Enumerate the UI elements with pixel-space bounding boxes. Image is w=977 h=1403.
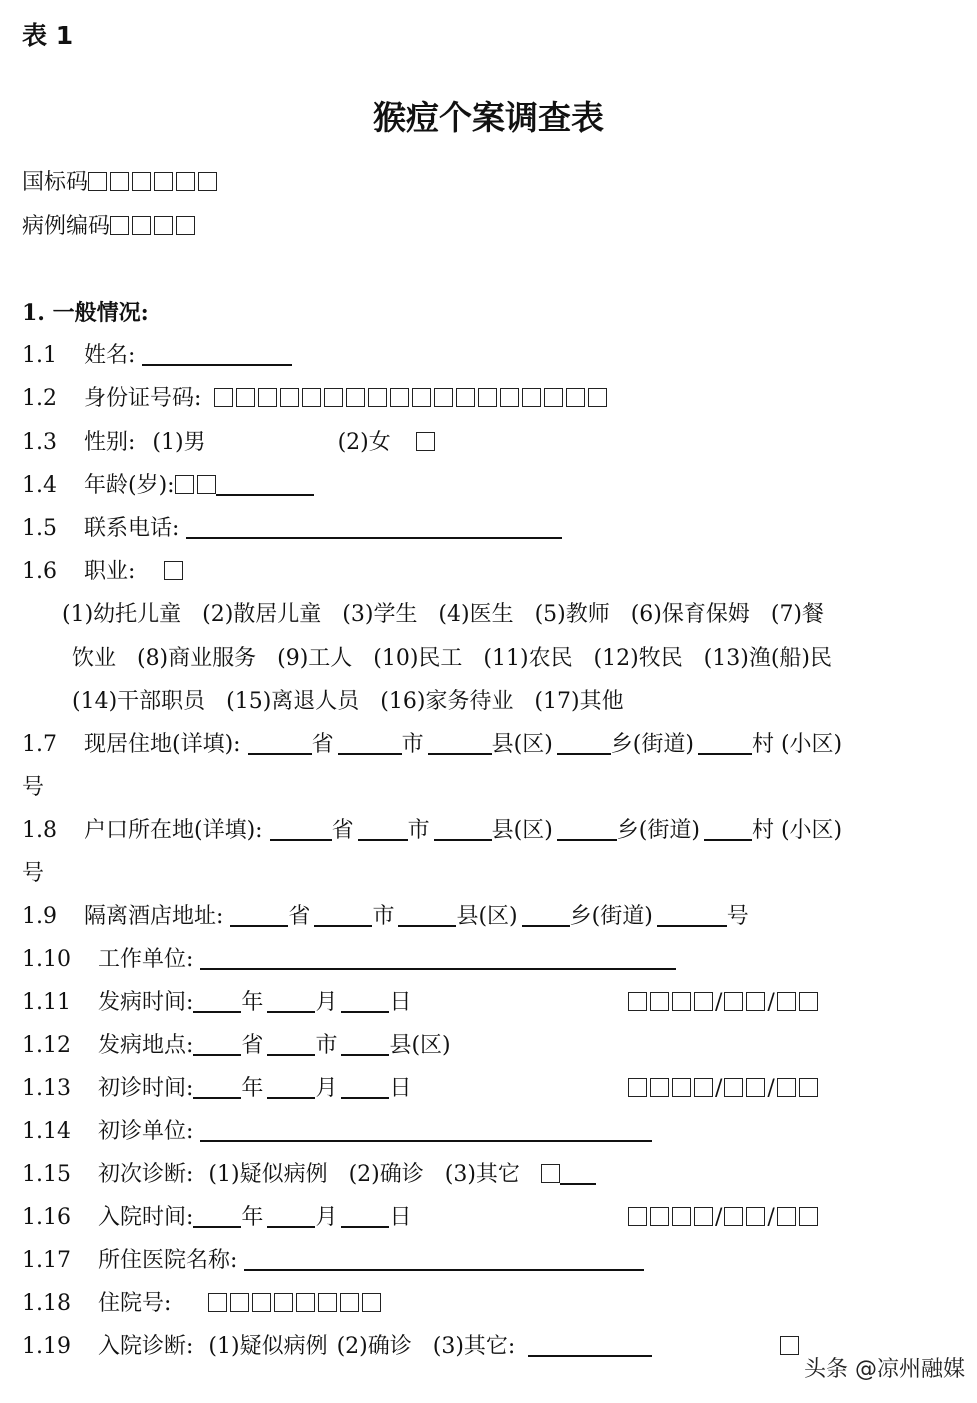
age-boxes[interactable] <box>175 473 219 498</box>
row-admission-diagnosis: 1.19 入院诊断: (1)疑似病例 (2)确诊 (3)其它: <box>22 1332 652 1362</box>
occupation-label: 职业: <box>84 559 136 584</box>
name-field[interactable] <box>142 342 292 366</box>
sex-label: 性别: <box>84 430 136 455</box>
admission-diagnosis-other-field[interactable] <box>528 1333 652 1357</box>
first-diagnosis-other[interactable]: (3)其它 <box>444 1162 520 1187</box>
hotel-label: 隔离酒店地址: <box>84 904 224 929</box>
first-visit-date-boxes[interactable]: / / <box>628 1074 821 1104</box>
row-sex: 1.3 性别: (1)男 (2)女 <box>22 428 438 458</box>
row-onset-place: 1.12 发病地点: 省 市 县(区) <box>22 1033 451 1058</box>
hotel-township-field[interactable] <box>522 903 570 927</box>
id-number-label: 身份证号码: <box>84 386 202 411</box>
row-inpatient-no: 1.18 住院号: <box>22 1289 384 1319</box>
row-workplace: 1.10 工作单位: <box>22 945 676 975</box>
row-first-visit-unit: 1.14 初诊单位: <box>22 1117 652 1147</box>
sex-option-female[interactable]: (2)女 <box>337 430 391 455</box>
occupation-options-line3: (14)干部职员 (15)离退人员 (16)家务待业 (17)其他 <box>72 689 624 714</box>
row-id-number: 1.2 身份证号码: <box>22 384 610 414</box>
age-field[interactable] <box>216 472 314 496</box>
hotel-number-field[interactable] <box>657 903 727 927</box>
hotel-county-field[interactable] <box>398 903 456 927</box>
onset-date-boxes[interactable]: / / <box>628 988 821 1018</box>
onset-place-label: 发病地点: <box>98 1033 194 1058</box>
hospital-field[interactable] <box>244 1247 644 1271</box>
admission-year-field[interactable] <box>193 1204 241 1228</box>
phone-label: 联系电话: <box>84 516 180 541</box>
hospital-label: 所住医院名称: <box>98 1248 238 1273</box>
admission-diagnosis-other[interactable]: (3)其它: <box>432 1334 516 1359</box>
row-hotel: 1.9 隔离酒店地址: 省 市 县(区) 乡(街道) 号 <box>22 904 749 929</box>
row-residence: 1.7 现居住地(详填): 省 市 县(区) 乡(街道) 村 (小区) <box>22 732 843 757</box>
hukou-village-field[interactable] <box>704 817 752 841</box>
first-diagnosis-confirmed[interactable]: (2)确诊 <box>348 1162 424 1187</box>
hukou-township-field[interactable] <box>557 817 617 841</box>
admission-month-field[interactable] <box>267 1204 315 1228</box>
residence-province-field[interactable] <box>248 731 312 755</box>
first-visit-year-field[interactable] <box>193 1075 241 1099</box>
admission-diagnosis-suspected[interactable]: (1)疑似病例 <box>208 1334 328 1359</box>
onset-month-field[interactable] <box>267 989 315 1013</box>
residence-number-suffix: 号 <box>22 775 45 800</box>
hotel-city-field[interactable] <box>314 903 372 927</box>
row-phone: 1.5 联系电话: <box>22 514 562 544</box>
first-visit-unit-label: 初诊单位: <box>98 1119 194 1144</box>
residence-county-field[interactable] <box>428 731 492 755</box>
hukou-city-field[interactable] <box>358 817 408 841</box>
row-first-diagnosis: 1.15 初次诊断: (1)疑似病例 (2)确诊 (3)其它 <box>22 1160 596 1190</box>
row-admission-time: 1.16 入院时间: 年 月 日 <box>22 1205 412 1230</box>
admission-diagnosis-label: 入院诊断: <box>98 1334 194 1359</box>
residence-label: 现居住地(详填): <box>84 732 241 757</box>
first-visit-day-field[interactable] <box>341 1075 389 1099</box>
national-code-row <box>22 168 220 198</box>
hukou-label: 户口所在地(详填): <box>84 818 263 843</box>
hukou-province-field[interactable] <box>270 817 332 841</box>
hotel-province-field[interactable] <box>230 903 288 927</box>
first-visit-time-label: 初诊时间: <box>98 1076 194 1101</box>
national-code-label: 国标码 <box>22 170 89 195</box>
table-number: 表 1 <box>22 21 74 50</box>
first-diagnosis-checkbox[interactable] <box>541 1164 560 1183</box>
row-age: 1.4 年龄(岁): <box>22 471 314 501</box>
onset-city-field[interactable] <box>267 1032 315 1056</box>
first-visit-month-field[interactable] <box>267 1075 315 1099</box>
occupation-options-line2: 饮业 (8)商业服务 (9)工人 (10)民工 (11)农民 (12)牧民 (13)渔(船)民 <box>72 646 833 671</box>
workplace-label: 工作单位: <box>98 947 194 972</box>
admission-date-boxes[interactable]: / / <box>628 1203 821 1233</box>
admission-time-label: 入院时间: <box>98 1205 194 1230</box>
first-diagnosis-suspected[interactable]: (1)疑似病例 <box>208 1162 328 1187</box>
phone-field[interactable] <box>186 515 562 539</box>
sex-option-male[interactable]: (1)男 <box>152 430 206 455</box>
admission-diagnosis-checkbox[interactable] <box>780 1336 799 1355</box>
name-label: 姓名: <box>84 343 136 368</box>
hukou-number-suffix: 号 <box>22 861 45 886</box>
residence-village-field[interactable] <box>698 731 752 755</box>
admission-diagnosis-confirmed[interactable]: (2)确诊 <box>336 1334 412 1359</box>
sex-checkbox[interactable] <box>416 432 435 451</box>
row-occupation: 1.6 职业: <box>22 557 186 587</box>
row-hospital: 1.17 所住医院名称: <box>22 1246 644 1276</box>
row-onset-time: 1.11 发病时间: 年 月 日 <box>22 990 412 1015</box>
case-number-boxes[interactable] <box>110 214 198 239</box>
residence-city-field[interactable] <box>338 731 402 755</box>
section-heading: 1. 一般情况: <box>22 300 149 326</box>
onset-year-field[interactable] <box>193 989 241 1013</box>
page-title: 猴痘个案调查表 <box>373 98 604 137</box>
first-diagnosis-other-field[interactable] <box>560 1161 596 1185</box>
onset-time-label: 发病时间: <box>98 990 194 1015</box>
workplace-field[interactable] <box>200 946 676 970</box>
onset-province-field[interactable] <box>193 1032 241 1056</box>
hukou-county-field[interactable] <box>434 817 492 841</box>
case-number-row <box>22 212 198 242</box>
id-number-boxes[interactable] <box>214 386 610 411</box>
first-visit-unit-field[interactable] <box>200 1118 652 1142</box>
inpatient-no-boxes[interactable] <box>208 1291 384 1316</box>
occupation-options-line1: (1)幼托儿童 (2)散居儿童 (3)学生 (4)医生 (5)教师 (6)保育保姆 (7)餐 <box>62 602 825 627</box>
case-number-label: 病例编码 <box>22 214 111 239</box>
onset-day-field[interactable] <box>341 989 389 1013</box>
row-first-visit-time: 1.13 初诊时间: 年 月 日 <box>22 1076 412 1101</box>
occupation-checkbox[interactable] <box>164 561 183 580</box>
first-diagnosis-label: 初次诊断: <box>98 1162 194 1187</box>
residence-township-field[interactable] <box>557 731 611 755</box>
age-label: 年龄(岁): <box>84 473 175 498</box>
national-code-boxes[interactable] <box>88 170 220 195</box>
row-name: 1.1 姓名: <box>22 341 292 371</box>
watermark: 头条 @凉州融媒 <box>804 1357 965 1382</box>
row-hukou: 1.8 户口所在地(详填): 省 市 县(区) 乡(街道) 村 (小区) <box>22 818 843 843</box>
onset-county-field[interactable] <box>341 1032 389 1056</box>
admission-day-field[interactable] <box>341 1204 389 1228</box>
inpatient-no-label: 住院号: <box>98 1291 172 1316</box>
